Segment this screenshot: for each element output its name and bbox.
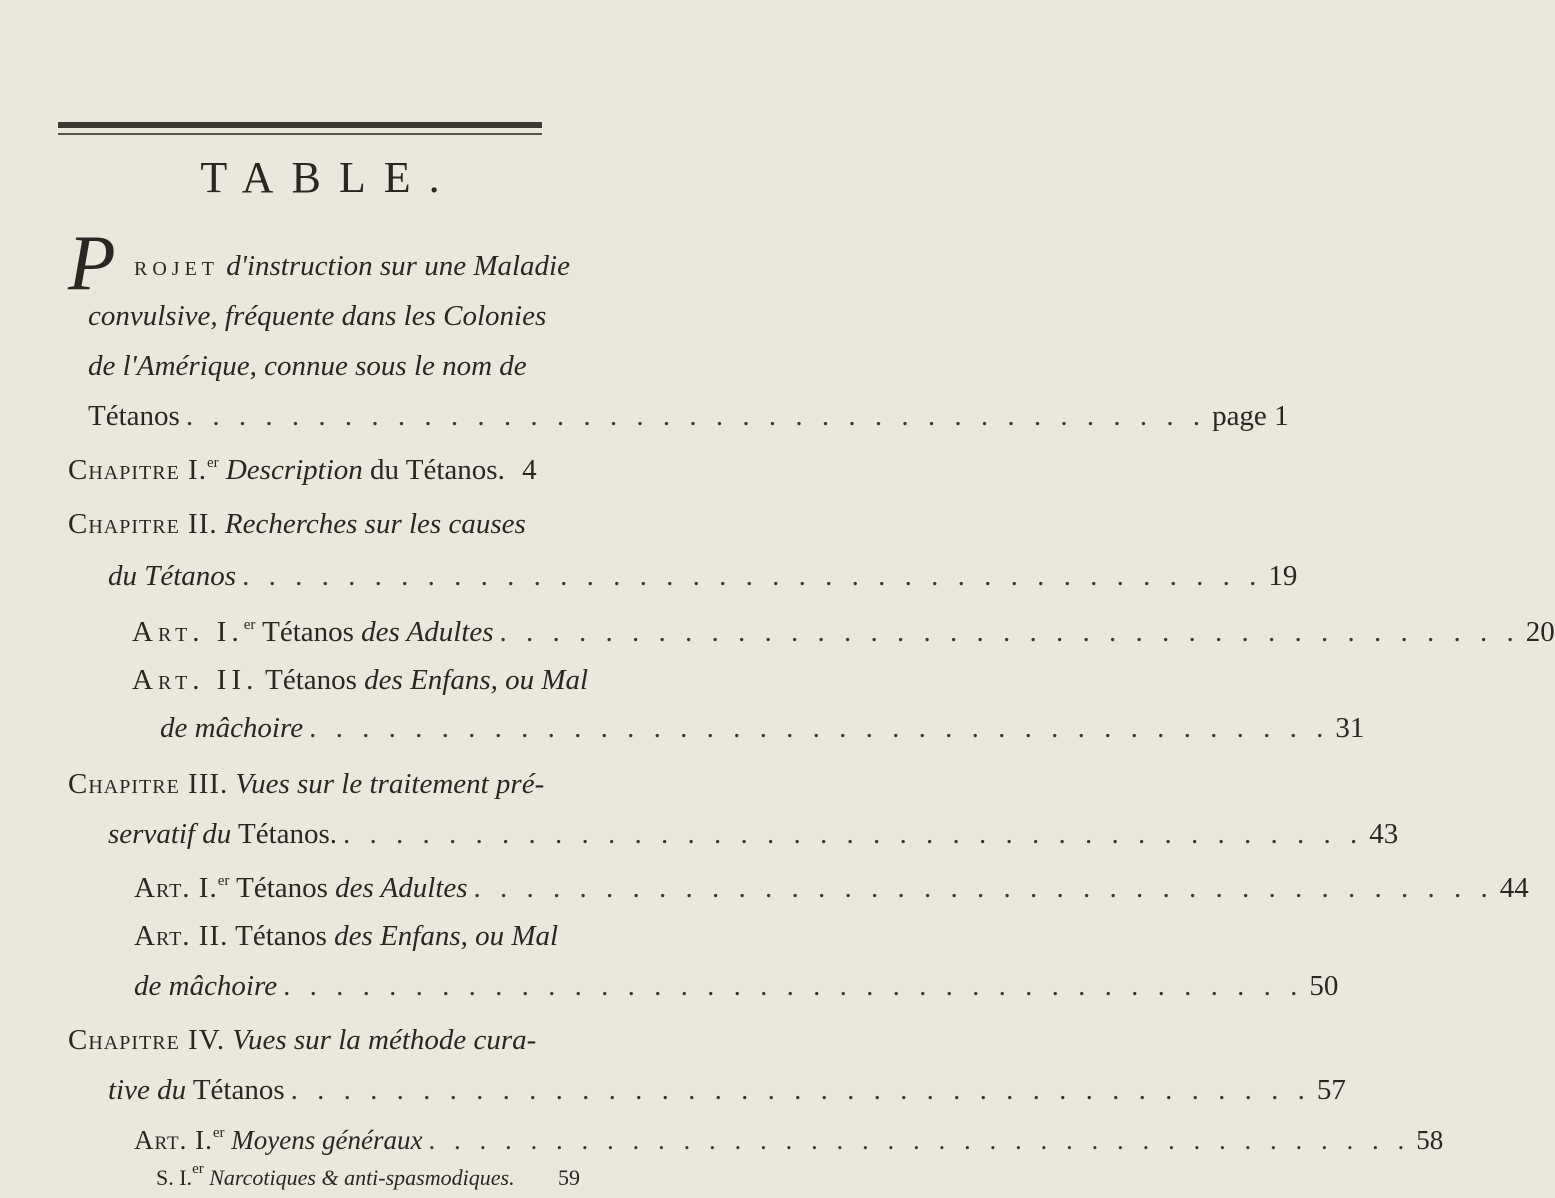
section-entry: S. I.$^{er}$ Narcotiques & anti-spasmodiques. 59 bbox=[156, 1158, 580, 1198]
dot-leader: . . . . . . . . . . . . . . . . . . . . . . . . . . . . . . . . . . . . . . . bbox=[283, 970, 1304, 1002]
chapter-heading: Chapitre IV. Vues sur la méthode cura- bbox=[68, 1024, 537, 1056]
dot-leader: . . . . . . . . . . . . . . . . . . . . . . . . . . . . . . . . . . . . . . . bbox=[309, 712, 1330, 744]
article-entry: Art. II. Tétanos des Enfans, ou Mal bbox=[134, 920, 559, 952]
toc-line: de l'Amérique, connue sous le nom de bbox=[88, 350, 527, 382]
page-number: 19 bbox=[1268, 560, 1298, 592]
page-number: 4 bbox=[522, 454, 537, 486]
chapter-heading: Chapitre III. Vues sur le traitement pré- bbox=[68, 768, 545, 800]
header-rule-thick bbox=[58, 122, 542, 128]
page-number: 50 bbox=[1309, 970, 1339, 1002]
article-entry: Art. I.$^{er}$ Moyens généraux . . . . . . . . . . . . . . . . . . . . . . . . . . . . . . . . . . . . . . . 58 bbox=[134, 1120, 580, 1160]
article-entry: Art. I.$^{er}$ Tétanos des Adultes . . . . . . . . . . . . . . . . . . . . . . . . . . . . . . . . . . . . . . . 44 bbox=[134, 868, 580, 908]
dot-leader: . . . . . . . . . . . . . . . . . . . . . . . . . . . . . . . . . . . . . . . bbox=[428, 1125, 1411, 1155]
page-title: TABLE. bbox=[200, 153, 458, 202]
toc-line: tive du Tétanos . . . . . . . . . . . . . . . . . . . . . . . . . . . . . . . . . . . . . . . 57 bbox=[108, 1070, 580, 1110]
page-number: 43 bbox=[1369, 818, 1399, 850]
drop-cap: P bbox=[68, 219, 116, 306]
article-entry: Art. I.$^{er}$ Tétanos des Adultes . . . . . . . . . . . . . . . . . . . . . . . . . . . . . . . . . . . . . . . 20 bbox=[132, 612, 580, 652]
header-rule-thin bbox=[58, 133, 542, 135]
toc-line: de mâchoire . . . . . . . . . . . . . . . . . . . . . . . . . . . . . . . . . . . . . . . 31 bbox=[160, 708, 580, 748]
dot-leader: . . . . . . . . . . . . . . . . . . . . . . . . . . . . . . . . . . . . . . . bbox=[290, 1074, 1311, 1106]
page-number: 31 bbox=[1335, 712, 1365, 744]
page-number: 59 bbox=[558, 1165, 580, 1190]
toc-line: Tétanos . . . . . . . . . . . . . . . . . . . . . . . . . . . . . . . . . . . . . . . page 1 bbox=[88, 396, 580, 436]
dot-leader: . . . . . . . . . . . . . . . . . . . . . . . . . . . . . . . . . . . . . . . bbox=[343, 818, 1364, 850]
chapter-heading: Chapitre I.$^{er}$ Description du Tétanos. 4 bbox=[68, 454, 537, 486]
page-number: 1 bbox=[1274, 400, 1289, 432]
toc-line: ROJET d'instruction sur une Maladie bbox=[134, 250, 570, 282]
page-number: 20 bbox=[1525, 616, 1555, 648]
dot-leader: . . . . . . . . . . . . . . . . . . . . . . . . . . . . . . . . . . . . . . . bbox=[242, 560, 1263, 592]
dot-leader: . . . . . . . . . . . . . . . . . . . . . . . . . . . . . . . . . . . . . . . bbox=[473, 872, 1494, 904]
toc-line: convulsive, fréquente dans les Colonies bbox=[88, 300, 547, 332]
page-number: 57 bbox=[1316, 1074, 1346, 1106]
toc-line: du Tétanos . . . . . . . . . . . . . . . . . . . . . . . . . . . . . . . . . . . . . . . 19 bbox=[108, 556, 580, 596]
article-entry: Art. II. Tétanos des Enfans, ou Mal bbox=[132, 664, 589, 696]
chapter-heading: Chapitre II. Recherches sur les causes bbox=[68, 508, 526, 540]
page-number: 58 bbox=[1416, 1125, 1444, 1155]
page-number: 44 bbox=[1499, 872, 1529, 904]
toc-line: servatif du Tétanos. . . . . . . . . . . . . . . . . . . . . . . . . . . . . . . . . . . . . . . . 43 bbox=[108, 814, 580, 854]
dot-leader: . . . . . . . . . . . . . . . . . . . . . . . . . . . . . . . . . . . . . . . bbox=[499, 616, 1520, 648]
toc-line: de mâchoire . . . . . . . . . . . . . . . . . . . . . . . . . . . . . . . . . . . . . . . 50 bbox=[134, 966, 580, 1006]
dot-leader: . . . . . . . . . . . . . . . . . . . . . . . . . . . . . . . . . . . . . . . bbox=[185, 400, 1207, 432]
